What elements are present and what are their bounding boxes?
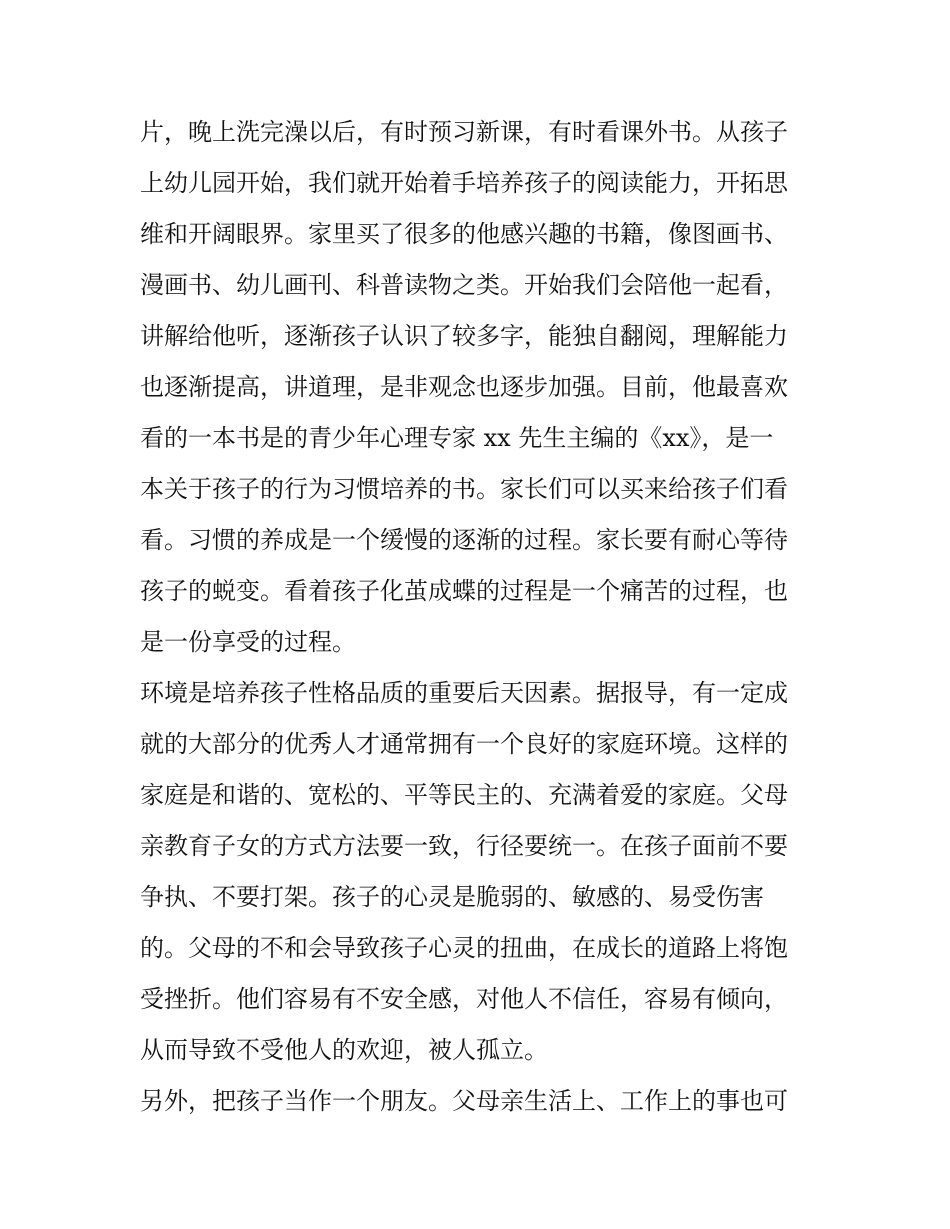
text-line: 孩子的蜕变。看着孩子化茧成蝶的过程是一个痛苦的过程，也 (140, 577, 788, 605)
document-body (140, 107, 812, 1127)
text-line: 就的大部分的优秀人才通常拥有一个良好的家庭环境。这样的 (140, 730, 788, 758)
text-line: 家庭是和谐的、宽松的、平等民主的、充满着爱的家庭。父母 (140, 781, 788, 809)
text-line: 看。习惯的养成是一个缓慢的逐渐的过程。家长要有耐心等待 (140, 526, 788, 554)
text-line: 片，晚上洗完澡以后，有时预习新课，有时看课外书。从孩子 (140, 118, 788, 146)
text-line: 亲教育子女的方式方法要一致，行径要统一。在孩子面前不要 (140, 832, 788, 860)
text-line: 的。父母的不和会导致孩子心灵的扭曲，在成长的道路上将饱 (140, 934, 788, 962)
text-line: 上幼儿园开始，我们就开始着手培养孩子的阅读能力，开拓思 (140, 169, 788, 197)
text-line: 也逐渐提高，讲道理，是非观念也逐步加强。目前，他最喜欢 (140, 373, 788, 401)
text-line: 讲解给他听，逐渐孩子认识了较多字，能独自翻阅，理解能力 (140, 322, 788, 350)
text-line: 本关于孩子的行为习惯培养的书。家长们可以买来给孩子们看 (140, 475, 788, 503)
paragraph-3 (140, 1076, 812, 1127)
paragraph-2 (140, 668, 812, 1076)
text-line: 是一份享受的过程。 (140, 628, 356, 656)
text-line: 另外，把孩子当作一个朋友。父母亲生活上、工作上的事也可 (140, 1087, 788, 1115)
text-line: 受挫折。他们容易有不安全感，对他人不信任，容易有倾向， (140, 985, 788, 1013)
text-line: 漫画书、幼儿画刊、科普读物之类。开始我们会陪他一起看， (140, 271, 788, 299)
text-line: 争执、不要打架。孩子的心灵是脆弱的、敏感的、易受伤害 (140, 883, 764, 911)
text-line: 环境是培养孩子性格品质的重要后天因素。据报导，有一定成 (140, 679, 788, 707)
text-line: 维和开阔眼界。家里买了很多的他感兴趣的书籍，像图画书、 (140, 220, 788, 248)
paragraph-1 (140, 107, 812, 668)
text-line: 看的一本书是的青少年心理专家 xx 先生主编的《xx》，是一 (140, 424, 774, 452)
text-line: 从而导致不受他人的欢迎，被人孤立。 (140, 1036, 548, 1064)
